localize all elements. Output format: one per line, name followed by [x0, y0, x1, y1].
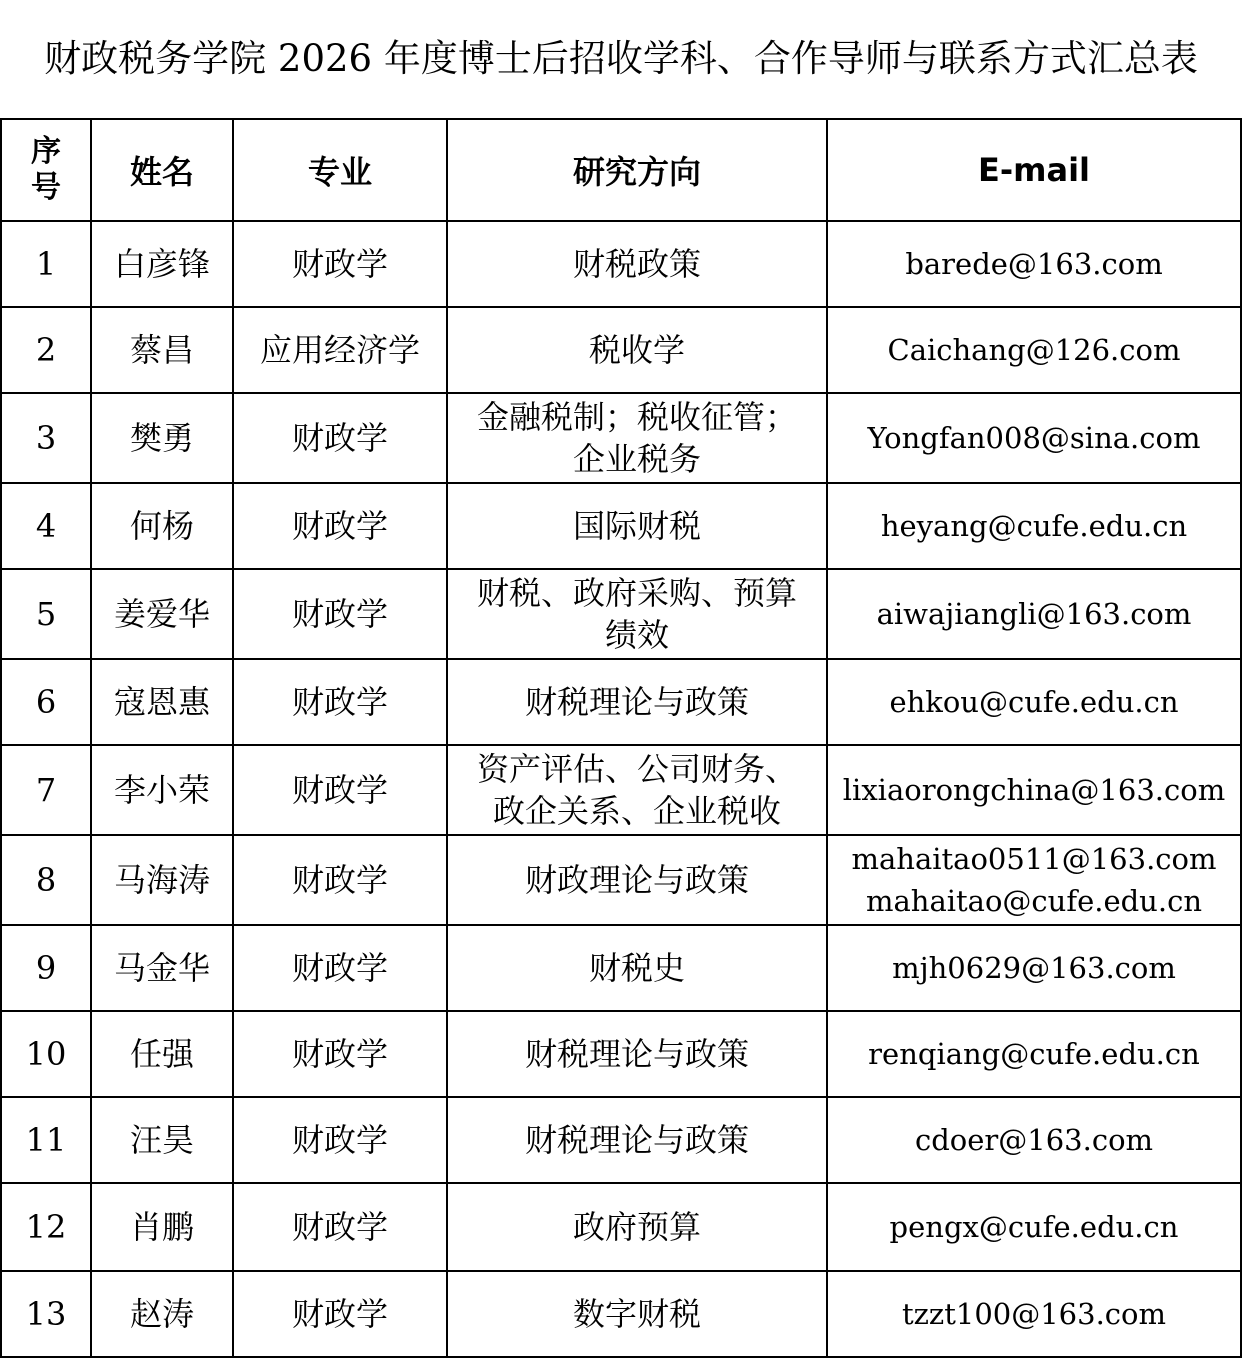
cell-name: 白彦锋: [91, 221, 233, 307]
cell-email: [827, 745, 1241, 835]
cell-email: [827, 925, 1241, 1011]
cell-name: 樊勇: [91, 393, 233, 483]
cell-direction: [447, 835, 827, 925]
cell-name: 何杨: [91, 483, 233, 569]
direction-line: 财税理论与政策: [524, 1035, 749, 1073]
header-name: 姓名: [91, 119, 233, 221]
cell-email: [827, 569, 1241, 659]
cell-direction: [447, 659, 827, 745]
cell-seq: 3: [1, 393, 91, 483]
header-seq: [1, 119, 91, 221]
cell-direction: [447, 483, 827, 569]
table-row: [1, 1097, 1241, 1183]
cell-seq: 7: [1, 745, 91, 835]
table-row: [1, 393, 1241, 483]
table-row: [1, 925, 1241, 1011]
cell-direction: [447, 1097, 827, 1183]
cell-email: [827, 1097, 1241, 1183]
email-address: tzzt100@163.com: [902, 1297, 1166, 1331]
cell-email: [827, 307, 1241, 393]
email-address: barede@163.com: [905, 247, 1163, 281]
cell-major: 财政学: [233, 569, 447, 659]
cell-seq: 6: [1, 659, 91, 745]
header-major: 专业: [233, 119, 447, 221]
email-address: ehkou@cufe.edu.cn: [889, 685, 1179, 719]
cell-name: 蔡昌: [91, 307, 233, 393]
cell-seq: 10: [1, 1011, 91, 1097]
cell-direction: [447, 1011, 827, 1097]
direction-line: 财政理论与政策: [524, 861, 749, 899]
cell-major: 应用经济学: [233, 307, 447, 393]
cell-seq: 4: [1, 483, 91, 569]
email-address: mjh0629@163.com: [892, 951, 1176, 985]
email-address: Yongfan008@sina.com: [867, 421, 1201, 455]
cell-major: 财政学: [233, 1011, 447, 1097]
table-row: [1, 569, 1241, 659]
cell-direction: [447, 1271, 827, 1357]
direction-line: 企业税务: [572, 440, 701, 478]
cell-email: [827, 393, 1241, 483]
cell-name: 姜爱华: [91, 569, 233, 659]
email-address: lixiaorongchina@163.com: [842, 773, 1226, 807]
cell-major: 财政学: [233, 925, 447, 1011]
email-address: aiwajiangli@163.com: [876, 597, 1192, 631]
email-address: mahaitao@cufe.edu.cn: [865, 884, 1202, 918]
cell-major: 财政学: [233, 659, 447, 745]
advisor-table: [0, 118, 1242, 1358]
table-row: [1, 307, 1241, 393]
cell-major: 财政学: [233, 483, 447, 569]
table-row: [1, 1271, 1241, 1357]
cell-direction: [447, 221, 827, 307]
direction-line: 财税史: [588, 949, 685, 987]
cell-major: 财政学: [233, 221, 447, 307]
cell-name: 马金华: [91, 925, 233, 1011]
direction-line: 政企关系、企业税收: [492, 792, 781, 830]
cell-major: 财政学: [233, 393, 447, 483]
email-address: heyang@cufe.edu.cn: [880, 509, 1188, 543]
direction-line: 资产评估、公司财务、: [476, 750, 797, 788]
header-row: [1, 119, 1241, 221]
direction-line: 财税理论与政策: [524, 683, 749, 721]
direction-line: 财税理论与政策: [524, 1121, 749, 1159]
cell-name: 赵涛: [91, 1271, 233, 1357]
cell-direction: [447, 925, 827, 1011]
cell-email: [827, 659, 1241, 745]
direction-line: 财税政策: [572, 245, 701, 283]
direction-line: 金融税制；税收征管；: [476, 398, 797, 436]
cell-major: 财政学: [233, 835, 447, 925]
email-address: cdoer@163.com: [914, 1123, 1154, 1157]
email-address: pengx@cufe.edu.cn: [889, 1210, 1179, 1244]
cell-name: 任强: [91, 1011, 233, 1097]
cell-email: [827, 1271, 1241, 1357]
email-address: Caichang@126.com: [887, 333, 1181, 367]
cell-seq: 11: [1, 1097, 91, 1183]
header-email: E-mail: [827, 119, 1241, 221]
cell-name: 李小荣: [91, 745, 233, 835]
cell-seq: 13: [1, 1271, 91, 1357]
cell-direction: [447, 745, 827, 835]
header-seq-line2: 号: [31, 170, 61, 205]
table-row: [1, 835, 1241, 925]
direction-line: 国际财税: [572, 507, 701, 545]
cell-name: 寇恩惠: [91, 659, 233, 745]
cell-email: [827, 221, 1241, 307]
direction-line: 税收学: [588, 331, 685, 369]
cell-direction: [447, 307, 827, 393]
direction-line: 绩效: [604, 616, 669, 654]
table-row: [1, 483, 1241, 569]
cell-direction: [447, 1183, 827, 1271]
table-row: [1, 1011, 1241, 1097]
cell-major: 财政学: [233, 1271, 447, 1357]
direction-line: 数字财税: [572, 1295, 701, 1333]
cell-email: [827, 1011, 1241, 1097]
table-row: [1, 1183, 1241, 1271]
cell-seq: 2: [1, 307, 91, 393]
cell-major: 财政学: [233, 745, 447, 835]
table-body: [1, 221, 1241, 1357]
table-row: [1, 745, 1241, 835]
cell-direction: [447, 393, 827, 483]
cell-seq: 9: [1, 925, 91, 1011]
direction-line: 政府预算: [572, 1208, 701, 1246]
cell-seq: 8: [1, 835, 91, 925]
cell-email: [827, 1183, 1241, 1271]
email-address: renqiang@cufe.edu.cn: [868, 1037, 1200, 1071]
cell-email: [827, 483, 1241, 569]
cell-name: 肖鹏: [91, 1183, 233, 1271]
email-address: mahaitao0511@163.com: [851, 842, 1217, 876]
cell-seq: 12: [1, 1183, 91, 1271]
header-direction: 研究方向: [447, 119, 827, 221]
table-row: [1, 659, 1241, 745]
cell-major: 财政学: [233, 1183, 447, 1271]
cell-direction: [447, 569, 827, 659]
table-row: [1, 221, 1241, 307]
cell-name: 马海涛: [91, 835, 233, 925]
page-title: 财政税务学院 2026 年度博士后招收学科、合作导师与联系方式汇总表: [44, 37, 1198, 80]
cell-seq: 5: [1, 569, 91, 659]
cell-major: 财政学: [233, 1097, 447, 1183]
cell-seq: 1: [1, 221, 91, 307]
cell-name: 汪昊: [91, 1097, 233, 1183]
header-seq-line1: 序: [31, 134, 61, 169]
cell-email: [827, 835, 1241, 925]
direction-line: 财税、政府采购、预算: [476, 574, 797, 612]
